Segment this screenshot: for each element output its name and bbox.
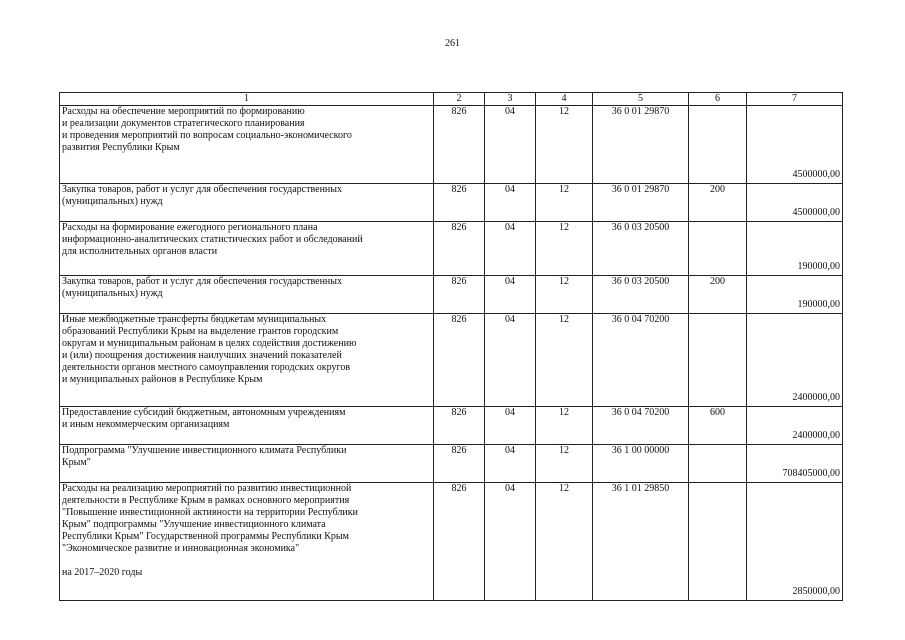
row-name (60, 483, 434, 601)
row-sum: 2400000,00 (747, 407, 843, 445)
row-name (60, 407, 434, 445)
row-name (60, 276, 434, 314)
table-row (60, 483, 843, 601)
row-name (60, 222, 434, 276)
row-sum: 2850000,00 (747, 483, 843, 601)
row-name-text: Подпрограмма "Улучшение инвестиционного климата Республики Крым" (62, 445, 347, 468)
budget-table (59, 92, 843, 601)
row-code-6 (689, 314, 747, 407)
row-code-3: 04 (485, 184, 536, 222)
row-code-5: 36 0 03 20500 (593, 276, 689, 314)
row-code-5: 36 1 01 29850 (593, 483, 689, 601)
row-code-4: 12 (536, 276, 593, 314)
column-header-2: 2 (434, 93, 485, 106)
row-code-4: 12 (536, 407, 593, 445)
row-name-text: Расходы на формирование ежегодного регионального плана информационно-аналитических статистических работ и обследований для исполнительных органов власти (62, 222, 363, 257)
row-code-4: 12 (536, 106, 593, 184)
row-sum: 2400000,00 (747, 314, 843, 407)
row-code-5: 36 1 00 00000 (593, 445, 689, 483)
row-code-3: 04 (485, 222, 536, 276)
row-name-text: Предоставление субсидий бюджетным, автономным учреждениям и иным некоммерческим организациям (62, 407, 346, 430)
row-sum: 190000,00 (747, 276, 843, 314)
row-code-4: 12 (536, 222, 593, 276)
row-code-2: 826 (434, 445, 485, 483)
row-name (60, 184, 434, 222)
table-row (60, 222, 843, 276)
row-code-4: 12 (536, 184, 593, 222)
row-sum: 708405000,00 (747, 445, 843, 483)
row-code-5: 36 0 03 20500 (593, 222, 689, 276)
row-name-period: на 2017–2020 годы (62, 567, 143, 578)
row-name-text: Иные межбюджетные трансферты бюджетам муниципальных образований Республики Крым на выделение грантов городским округам и муниципальным районам в целях содействия достижению и (или) поощрения достижения наилучших значений показателей деятельности органов местного самоуправления городских округов и муниципальных районов в Республике Крым (62, 314, 357, 385)
row-name (60, 314, 434, 407)
row-code-6: 600 (689, 407, 747, 445)
row-code-6: 200 (689, 184, 747, 222)
row-code-4: 12 (536, 314, 593, 407)
row-code-2: 826 (434, 222, 485, 276)
row-name-text: Закупка товаров, работ и услуг для обеспечения государственных (муниципальных) нужд (62, 184, 343, 207)
row-code-5: 36 0 04 70200 (593, 407, 689, 445)
column-header-1: 1 (60, 93, 434, 106)
column-header-4: 4 (536, 93, 593, 106)
row-name-text: Закупка товаров, работ и услуг для обеспечения государственных (муниципальных) нужд (62, 276, 343, 299)
row-code-3: 04 (485, 314, 536, 407)
table-row (60, 184, 843, 222)
row-sum: 4500000,00 (747, 106, 843, 184)
table-row (60, 276, 843, 314)
page-number: 261 (445, 38, 460, 49)
table-row (60, 407, 843, 445)
row-name (60, 445, 434, 483)
row-code-6 (689, 222, 747, 276)
row-code-3: 04 (485, 106, 536, 184)
table-row (60, 314, 843, 407)
row-code-2: 826 (434, 483, 485, 601)
row-code-2: 826 (434, 106, 485, 184)
row-code-6: 200 (689, 276, 747, 314)
row-code-6 (689, 445, 747, 483)
row-code-6 (689, 106, 747, 184)
table-row (60, 445, 843, 483)
row-code-5: 36 0 01 29870 (593, 184, 689, 222)
row-code-5: 36 0 04 70200 (593, 314, 689, 407)
column-header-6: 6 (689, 93, 747, 106)
table-row (60, 106, 843, 184)
row-code-5: 36 0 01 29870 (593, 106, 689, 184)
row-code-3: 04 (485, 276, 536, 314)
row-name-text: Расходы на реализацию мероприятий по развитию инвестиционной деятельности в Республике Крым в рамках основного мероприятия "Повышение инвестиционной активности на территории Республики Крым" подпрограммы "Улучшение инвестиционного климата Республики Крым" Государственной программы Республики Крым "Экономическое развитие и инновационная экономика" (62, 483, 358, 554)
row-code-2: 826 (434, 276, 485, 314)
row-code-3: 04 (485, 483, 536, 601)
row-sum: 190000,00 (747, 222, 843, 276)
row-name (60, 106, 434, 184)
row-code-2: 826 (434, 314, 485, 407)
row-sum: 4500000,00 (747, 184, 843, 222)
row-code-4: 12 (536, 445, 593, 483)
column-header-3: 3 (485, 93, 536, 106)
row-code-3: 04 (485, 407, 536, 445)
row-code-4: 12 (536, 483, 593, 601)
row-name-text: Расходы на обеспечение мероприятий по формированию и реализации документов стратегического планирования и проведения мероприятий по вопросам социально-экономического развития Республики Крым (62, 106, 352, 153)
table-header-row (60, 93, 843, 106)
row-code-6 (689, 483, 747, 601)
row-code-2: 826 (434, 184, 485, 222)
row-code-3: 04 (485, 445, 536, 483)
column-header-7: 7 (747, 93, 843, 106)
row-code-2: 826 (434, 407, 485, 445)
column-header-5: 5 (593, 93, 689, 106)
